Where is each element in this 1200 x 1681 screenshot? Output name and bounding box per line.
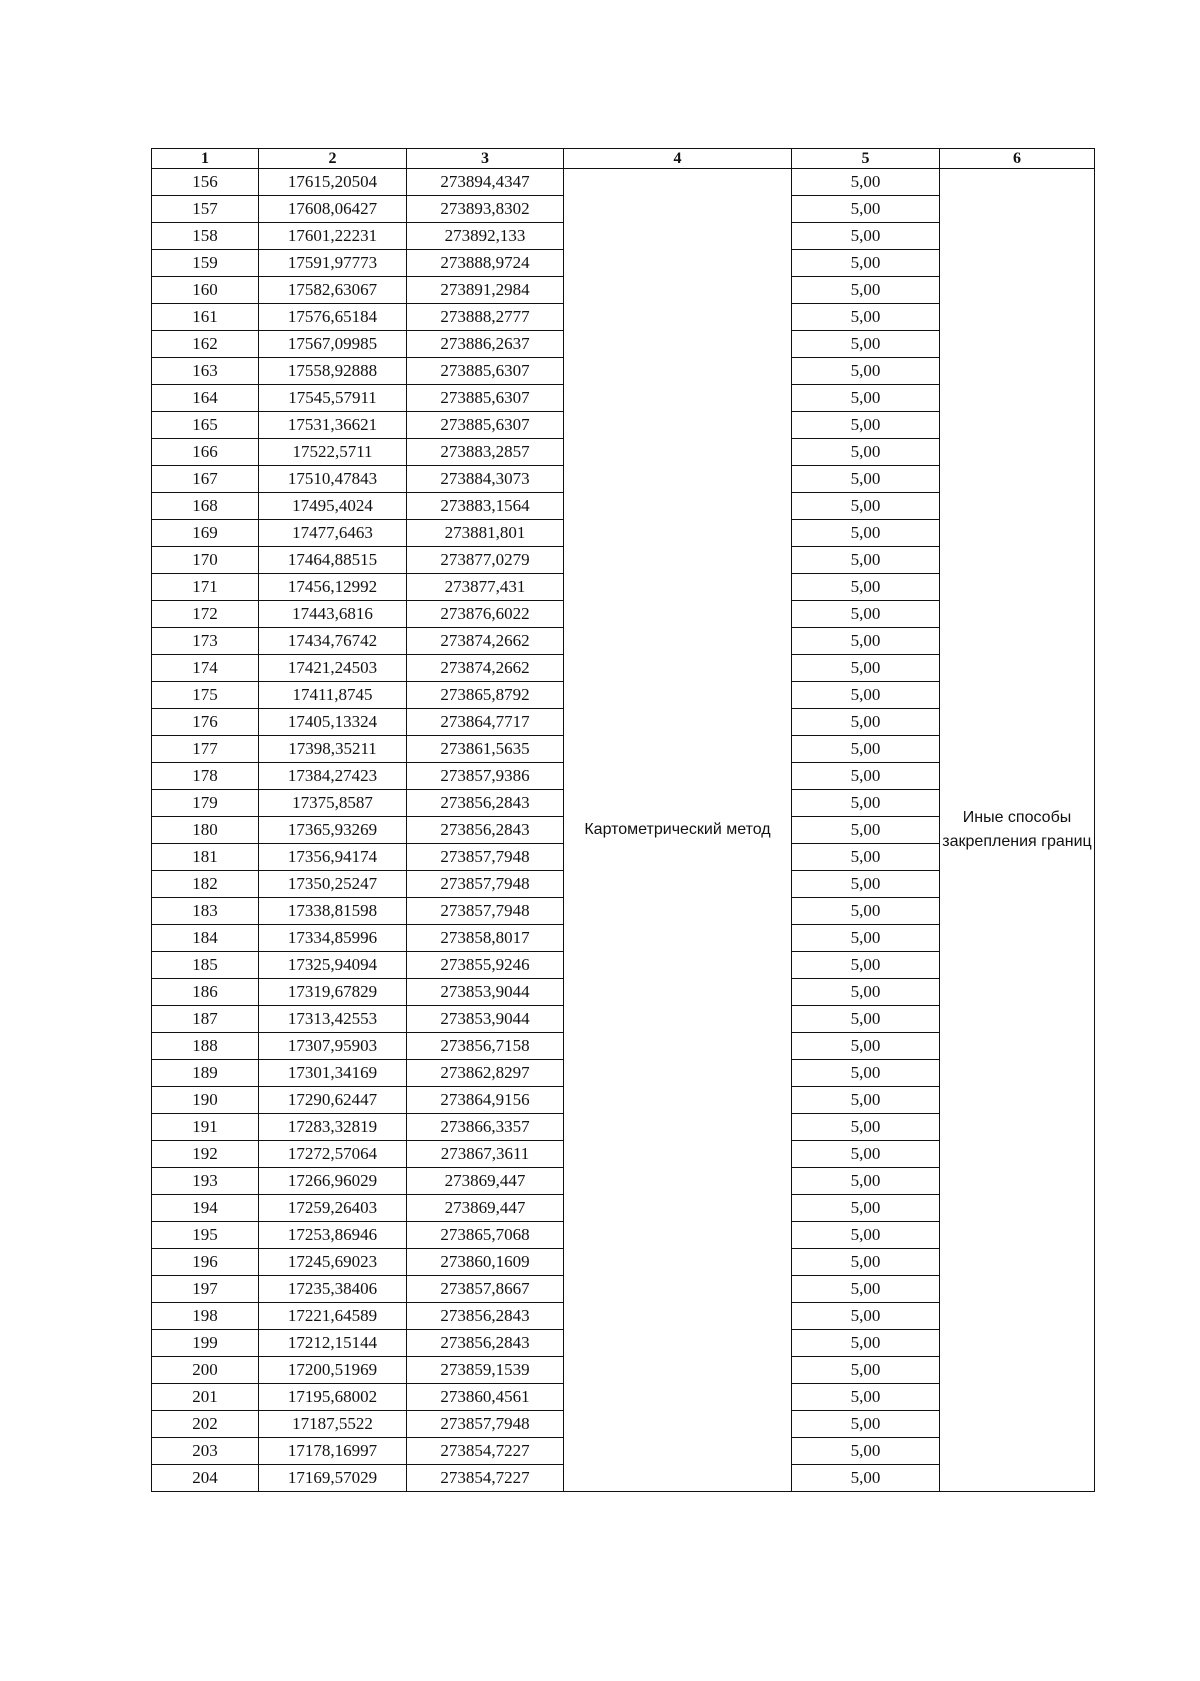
coordinate-x-cell: 17405,13324	[259, 709, 407, 736]
accuracy-cell: 5,00	[792, 466, 940, 493]
point-number-cell: 197	[152, 1276, 259, 1303]
accuracy-cell: 5,00	[792, 412, 940, 439]
point-number-cell: 191	[152, 1114, 259, 1141]
point-number-cell: 186	[152, 979, 259, 1006]
accuracy-cell: 5,00	[792, 250, 940, 277]
table-row	[152, 169, 1095, 196]
coordinate-y-cell: 273857,8667	[407, 1276, 564, 1303]
coordinate-x-cell: 17356,94174	[259, 844, 407, 871]
point-number-cell: 201	[152, 1384, 259, 1411]
point-number-cell: 188	[152, 1033, 259, 1060]
point-number-cell: 167	[152, 466, 259, 493]
coordinate-x-cell: 17200,51969	[259, 1357, 407, 1384]
point-number-cell: 187	[152, 1006, 259, 1033]
point-number-cell: 177	[152, 736, 259, 763]
coordinate-y-cell: 273865,7068	[407, 1222, 564, 1249]
coordinate-y-cell: 273857,9386	[407, 763, 564, 790]
point-number-cell: 156	[152, 169, 259, 196]
coordinate-y-cell: 273857,7948	[407, 1411, 564, 1438]
point-number-cell: 170	[152, 547, 259, 574]
point-number-cell: 198	[152, 1303, 259, 1330]
point-number-cell: 176	[152, 709, 259, 736]
accuracy-cell: 5,00	[792, 925, 940, 952]
coordinate-y-cell: 273865,8792	[407, 682, 564, 709]
coordinate-x-cell: 17334,85996	[259, 925, 407, 952]
coordinate-x-cell: 17495,4024	[259, 493, 407, 520]
coordinate-x-cell: 17522,5711	[259, 439, 407, 466]
coordinate-y-cell: 273883,1564	[407, 493, 564, 520]
accuracy-cell: 5,00	[792, 1141, 940, 1168]
accuracy-cell: 5,00	[792, 547, 940, 574]
point-number-cell: 194	[152, 1195, 259, 1222]
accuracy-cell: 5,00	[792, 628, 940, 655]
accuracy-cell: 5,00	[792, 763, 940, 790]
accuracy-cell: 5,00	[792, 1195, 940, 1222]
coordinate-y-cell: 273888,9724	[407, 250, 564, 277]
coordinate-x-cell: 17576,65184	[259, 304, 407, 331]
coordinate-x-cell: 17283,32819	[259, 1114, 407, 1141]
point-number-cell: 161	[152, 304, 259, 331]
point-number-cell: 174	[152, 655, 259, 682]
header-cell-2: 2	[259, 149, 407, 169]
accuracy-cell: 5,00	[792, 682, 940, 709]
point-number-cell: 175	[152, 682, 259, 709]
coordinate-x-cell: 17253,86946	[259, 1222, 407, 1249]
point-number-cell: 195	[152, 1222, 259, 1249]
accuracy-cell: 5,00	[792, 736, 940, 763]
coordinate-x-cell: 17545,57911	[259, 385, 407, 412]
coordinate-x-cell: 17443,6816	[259, 601, 407, 628]
accuracy-cell: 5,00	[792, 1438, 940, 1465]
accuracy-cell: 5,00	[792, 1303, 940, 1330]
coordinate-x-cell: 17325,94094	[259, 952, 407, 979]
coordinate-y-cell: 273854,7227	[407, 1438, 564, 1465]
coordinate-x-cell: 17411,8745	[259, 682, 407, 709]
coordinate-x-cell: 17477,6463	[259, 520, 407, 547]
coordinate-x-cell: 17608,06427	[259, 196, 407, 223]
coordinate-y-cell: 273886,2637	[407, 331, 564, 358]
point-number-cell: 157	[152, 196, 259, 223]
coordinate-y-cell: 273860,1609	[407, 1249, 564, 1276]
header-cell-5: 5	[792, 149, 940, 169]
accuracy-cell: 5,00	[792, 1114, 940, 1141]
coordinate-x-cell: 17558,92888	[259, 358, 407, 385]
coordinate-y-cell: 273874,2662	[407, 628, 564, 655]
coordinate-y-cell: 273866,3357	[407, 1114, 564, 1141]
point-number-cell: 178	[152, 763, 259, 790]
coordinate-x-cell: 17307,95903	[259, 1033, 407, 1060]
coordinate-x-cell: 17567,09985	[259, 331, 407, 358]
point-number-cell: 193	[152, 1168, 259, 1195]
accuracy-cell: 5,00	[792, 709, 940, 736]
point-number-cell: 162	[152, 331, 259, 358]
coordinate-y-cell: 273853,9044	[407, 1006, 564, 1033]
point-number-cell: 159	[152, 250, 259, 277]
coordinate-y-cell: 273885,6307	[407, 385, 564, 412]
accuracy-cell: 5,00	[792, 1249, 940, 1276]
coordinate-x-cell: 17365,93269	[259, 817, 407, 844]
accuracy-cell: 5,00	[792, 439, 940, 466]
coordinate-x-cell: 17290,62447	[259, 1087, 407, 1114]
point-number-cell: 181	[152, 844, 259, 871]
coordinate-y-cell: 273893,8302	[407, 196, 564, 223]
coordinate-x-cell: 17169,57029	[259, 1465, 407, 1492]
coordinate-y-cell: 273888,2777	[407, 304, 564, 331]
header-cell-6: 6	[940, 149, 1095, 169]
point-number-cell: 203	[152, 1438, 259, 1465]
accuracy-cell: 5,00	[792, 574, 940, 601]
accuracy-cell: 5,00	[792, 1087, 940, 1114]
method-cell: Картометрический метод	[564, 169, 792, 1492]
coordinate-x-cell: 17615,20504	[259, 169, 407, 196]
coordinate-y-cell: 273894,4347	[407, 169, 564, 196]
accuracy-cell: 5,00	[792, 1033, 940, 1060]
point-number-cell: 165	[152, 412, 259, 439]
coordinate-x-cell: 17266,96029	[259, 1168, 407, 1195]
coordinate-y-cell: 273860,4561	[407, 1384, 564, 1411]
coordinate-y-cell: 273861,5635	[407, 736, 564, 763]
coordinate-x-cell: 17464,88515	[259, 547, 407, 574]
coordinate-x-cell: 17272,57064	[259, 1141, 407, 1168]
accuracy-cell: 5,00	[792, 871, 940, 898]
point-number-cell: 166	[152, 439, 259, 466]
point-number-cell: 190	[152, 1087, 259, 1114]
header-cell-4: 4	[564, 149, 792, 169]
point-number-cell: 164	[152, 385, 259, 412]
coordinate-y-cell: 273867,3611	[407, 1141, 564, 1168]
accuracy-cell: 5,00	[792, 385, 940, 412]
coordinate-y-cell: 273884,3073	[407, 466, 564, 493]
accuracy-cell: 5,00	[792, 277, 940, 304]
accuracy-cell: 5,00	[792, 952, 940, 979]
coordinate-y-cell: 273881,801	[407, 520, 564, 547]
accuracy-cell: 5,00	[792, 169, 940, 196]
coordinate-x-cell: 17212,15144	[259, 1330, 407, 1357]
accuracy-cell: 5,00	[792, 1357, 940, 1384]
coordinate-y-cell: 273885,6307	[407, 358, 564, 385]
accuracy-cell: 5,00	[792, 223, 940, 250]
accuracy-cell: 5,00	[792, 1384, 940, 1411]
coordinate-y-cell: 273853,9044	[407, 979, 564, 1006]
coordinate-y-cell: 273856,2843	[407, 790, 564, 817]
coordinate-y-cell: 273862,8297	[407, 1060, 564, 1087]
coordinate-x-cell: 17259,26403	[259, 1195, 407, 1222]
point-number-cell: 169	[152, 520, 259, 547]
coordinate-y-cell: 273874,2662	[407, 655, 564, 682]
coordinate-y-cell: 273857,7948	[407, 898, 564, 925]
coordinate-y-cell: 273869,447	[407, 1195, 564, 1222]
point-number-cell: 202	[152, 1411, 259, 1438]
accuracy-cell: 5,00	[792, 304, 940, 331]
accuracy-cell: 5,00	[792, 655, 940, 682]
coordinate-x-cell: 17591,97773	[259, 250, 407, 277]
coordinate-y-cell: 273856,2843	[407, 817, 564, 844]
header-cell-1: 1	[152, 149, 259, 169]
accuracy-cell: 5,00	[792, 520, 940, 547]
coordinate-y-cell: 273869,447	[407, 1168, 564, 1195]
coordinate-x-cell: 17398,35211	[259, 736, 407, 763]
coordinate-x-cell: 17338,81598	[259, 898, 407, 925]
point-number-cell: 184	[152, 925, 259, 952]
accuracy-cell: 5,00	[792, 1006, 940, 1033]
coordinate-x-cell: 17582,63067	[259, 277, 407, 304]
accuracy-cell: 5,00	[792, 493, 940, 520]
coordinate-x-cell: 17178,16997	[259, 1438, 407, 1465]
coordinate-y-cell: 273857,7948	[407, 871, 564, 898]
point-number-cell: 168	[152, 493, 259, 520]
coordinate-y-cell: 273855,9246	[407, 952, 564, 979]
point-number-cell: 158	[152, 223, 259, 250]
point-number-cell: 196	[152, 1249, 259, 1276]
accuracy-cell: 5,00	[792, 898, 940, 925]
coordinate-y-cell: 273857,7948	[407, 844, 564, 871]
coordinate-x-cell: 17601,22231	[259, 223, 407, 250]
fixing-method-cell: Иные способы закрепления границ	[940, 169, 1095, 1492]
coordinate-y-cell: 273883,2857	[407, 439, 564, 466]
coordinate-y-cell: 273876,6022	[407, 601, 564, 628]
coordinate-y-cell: 273877,431	[407, 574, 564, 601]
point-number-cell: 192	[152, 1141, 259, 1168]
accuracy-cell: 5,00	[792, 1060, 940, 1087]
coordinate-x-cell: 17301,34169	[259, 1060, 407, 1087]
coordinate-y-cell: 273856,2843	[407, 1330, 564, 1357]
coordinate-y-cell: 273864,7717	[407, 709, 564, 736]
accuracy-cell: 5,00	[792, 358, 940, 385]
coordinate-x-cell: 17510,47843	[259, 466, 407, 493]
coordinate-y-cell: 273854,7227	[407, 1465, 564, 1492]
coordinate-x-cell: 17434,76742	[259, 628, 407, 655]
point-number-cell: 200	[152, 1357, 259, 1384]
point-number-cell: 182	[152, 871, 259, 898]
accuracy-cell: 5,00	[792, 1168, 940, 1195]
point-number-cell: 185	[152, 952, 259, 979]
coordinate-x-cell: 17235,38406	[259, 1276, 407, 1303]
coordinate-y-cell: 273877,0279	[407, 547, 564, 574]
coordinate-x-cell: 17195,68002	[259, 1384, 407, 1411]
coordinate-x-cell: 17384,27423	[259, 763, 407, 790]
header-row	[152, 149, 1095, 169]
coordinate-x-cell: 17421,24503	[259, 655, 407, 682]
accuracy-cell: 5,00	[792, 1465, 940, 1492]
accuracy-cell: 5,00	[792, 1330, 940, 1357]
point-number-cell: 180	[152, 817, 259, 844]
coordinate-y-cell: 273856,2843	[407, 1303, 564, 1330]
accuracy-cell: 5,00	[792, 196, 940, 223]
point-number-cell: 189	[152, 1060, 259, 1087]
coordinate-y-cell: 273856,7158	[407, 1033, 564, 1060]
point-number-cell: 171	[152, 574, 259, 601]
coordinate-x-cell: 17319,67829	[259, 979, 407, 1006]
accuracy-cell: 5,00	[792, 331, 940, 358]
coordinate-y-cell: 273864,9156	[407, 1087, 564, 1114]
coordinate-y-cell: 273859,1539	[407, 1357, 564, 1384]
point-number-cell: 199	[152, 1330, 259, 1357]
table-body	[152, 169, 1095, 1492]
coordinate-x-cell: 17375,8587	[259, 790, 407, 817]
coordinate-x-cell: 17245,69023	[259, 1249, 407, 1276]
coordinate-x-cell: 17531,36621	[259, 412, 407, 439]
coordinate-x-cell: 17313,42553	[259, 1006, 407, 1033]
accuracy-cell: 5,00	[792, 1411, 940, 1438]
point-number-cell: 163	[152, 358, 259, 385]
coordinate-x-cell: 17350,25247	[259, 871, 407, 898]
coordinate-x-cell: 17456,12992	[259, 574, 407, 601]
accuracy-cell: 5,00	[792, 790, 940, 817]
point-number-cell: 172	[152, 601, 259, 628]
header-cell-3: 3	[407, 149, 564, 169]
point-number-cell: 183	[152, 898, 259, 925]
coordinate-x-cell: 17221,64589	[259, 1303, 407, 1330]
coordinate-y-cell: 273858,8017	[407, 925, 564, 952]
accuracy-cell: 5,00	[792, 817, 940, 844]
coordinate-y-cell: 273892,133	[407, 223, 564, 250]
coordinate-y-cell: 273885,6307	[407, 412, 564, 439]
coordinates-table	[151, 148, 1095, 1492]
accuracy-cell: 5,00	[792, 1222, 940, 1249]
coordinate-x-cell: 17187,5522	[259, 1411, 407, 1438]
accuracy-cell: 5,00	[792, 1276, 940, 1303]
accuracy-cell: 5,00	[792, 979, 940, 1006]
point-number-cell: 160	[152, 277, 259, 304]
point-number-cell: 179	[152, 790, 259, 817]
point-number-cell: 173	[152, 628, 259, 655]
accuracy-cell: 5,00	[792, 844, 940, 871]
coordinate-y-cell: 273891,2984	[407, 277, 564, 304]
point-number-cell: 204	[152, 1465, 259, 1492]
accuracy-cell: 5,00	[792, 601, 940, 628]
